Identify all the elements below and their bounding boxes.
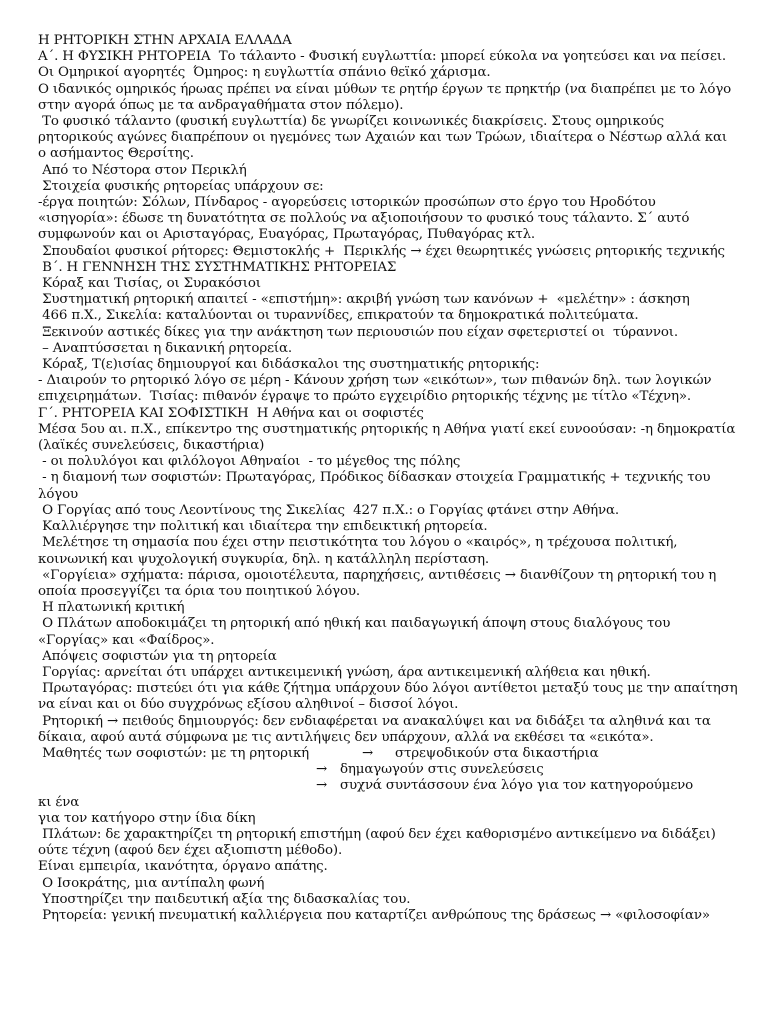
students-row-3 — [38, 778, 738, 794]
students-row-2 — [38, 762, 738, 778]
paragraph: -έργα ποιητών: Σόλων, Πίνδαρος - αγορεύσεις ιστορικών προσώπων στο έργο του Ηροδότου «ισηγορία»: έδωσε τη δυνατότητα σε πολλούς να αξιοποιήσουν το φυσικό τους τάλαντο. Σ΄ αυτό συμφωνούν και οι Αρισταγόρας, Ευαγόρας, Πρωταγόρας, Πυθαγόρας κτλ. — [38, 195, 694, 243]
paragraph: Συστηματική ρητορική απαιτεί - «επιστήμη»: ακριβή γνώση των κανόνων + «μελέτην» : άσκηση — [38, 292, 690, 308]
document-body — [38, 33, 742, 924]
paragraph: Κόραξ, Τ(ε)ισίας δημιουργοί και διδάσκαλοι της συστηματικής ρητορικής: — [38, 357, 540, 373]
students-label: Μαθητές των σοφιστών: με τη ρητορική — [38, 745, 310, 761]
paragraph: - οι πολυλόγοι και φιλόλογοι Αθηναίοι - το μέγεθος της πόλης — [38, 454, 461, 470]
document-title: Η ΡΗΤΟΡΙΚΗ ΣΤΗΝ ΑΡΧΑΙΑ ΕΛΛΑΔΑ — [38, 33, 292, 48]
paragraph: Ο ιδανικός ομηρικός ήρωας πρέπει να είναι μύθων τε ρητήρ έργων τε πρηκτήρ (να διαπρέπει με το λόγο στην αγορά όπως με τα ανδραγαθήματα στον πόλεμο). — [38, 81, 736, 113]
paragraph: για τον κατήγορο στην ίδια δίκη — [38, 810, 256, 826]
paragraph: Οι Ομηρικοί αγορητές Όμηρος: η ευγλωττία σπάνιο θεϊκό χάρισμα. — [38, 65, 491, 81]
paragraph: Μέσα 5ου αι. π.Χ., επίκεντρο της συστηματικής ρητορικής η Αθήνα γιατί εκεί ευνοούσαν: -η δημοκρατία (λαϊκές συνελεύσεις, δικαστήρια) — [38, 421, 740, 454]
paragraph: κι ένα — [38, 794, 80, 810]
paragraph: Ρητορική → πειθούς δημιουργός: δεν ενδιαφέρεται να ανακαλύψει και να διδάξει τα αληθινά και τα δίκαια, αφού αυτά σύμφωνα με τις αντιλήψεις δεν υπάρχουν, αλλά να εκθέσει τα «εικότα». — [38, 713, 715, 745]
paragraph: Το φυσικό τάλαντο (φυσική ευγλωττία) δε γνωρίζει κοινωνικές διακρίσεις. Στους ομηρικούς ρητορικούς αγώνες διαπρέπουν οι ηγεμόνες των Αχαιών και των Τρώων, ιδιαίτερα ο Νέστωρ αλλά και ο ασήμαντος Θερσίτης. — [38, 114, 732, 162]
section-b-heading: Β΄. Η ΓΕΝΝΗΣΗ ΤΗΣ ΣΥΣΤΗΜΑΤΙΚΗΣ ΡΗΤΟΡΕΙΑΣ — [38, 259, 397, 275]
paragraph: Γοργίας: αρνείται ότι υπάρχει αντικειμενική γνώση, άρα αντικειμενική αλήθεια και ηθική. — [38, 664, 651, 680]
paragraph: Πλάτων: δε χαρακτηρίζει τη ρητορική επιστήμη (αφού δεν έχει καθορισμένο αντικείμενο να διδάξει) ούτε τέχνη (αφού δεν έχει αξιοπιστη μέθοδο). — [38, 826, 720, 859]
arrow-icon: → — [362, 745, 374, 761]
students-item: στρεψοδικούν στα δικαστήρια — [395, 745, 599, 761]
subheading: Απόψεις σοφιστών για τη ρητορεία — [38, 648, 277, 664]
arrow-icon: → — [316, 778, 328, 794]
paragraph: 466 π.Χ., Σικελία: καταλύονται οι τυραννίδες, επικρατούν τα δημοκρατικά πολιτεύματα. — [38, 308, 639, 324]
paragraph: «Γοργίεια» σχήματα: πάρισα, ομοιοτέλευτα, παρηχήσεις, αντιθέσεις → διανθίζουν τη ρητορική του η οποία προσεγγίζει τα όρια του ποιητικού λόγου. — [38, 567, 721, 599]
paragraph: Μελέτησε τη σημασία που έχει στην πειστικότητα του λόγου ο «καιρός», η τρέχουσα πολιτική, κοινωνική και ψυχολογική συγκυρία, δηλ. η κατάλληλη περίσταση. — [38, 535, 682, 567]
paragraph: Υποστηρίζει την παιδευτική αξία της διδασκαλίας του. — [38, 891, 411, 907]
paragraph: Ξεκινούν αστικές δίκες για την ανάκτηση των περιουσιών που είχαν σφετεριστεί οι τύραννοι. — [38, 324, 678, 340]
students-item: συχνά συντάσσουν ένα λόγο για τον κατηγορούμενο — [340, 778, 694, 794]
subheading: Κόραξ και Τισίας, οι Συρακόσιοι — [38, 276, 261, 292]
paragraph: Ο Γοργίας από τους Λεοντίνους της Σικελίας 427 π.Χ.: ο Γοργίας φτάνει στην Αθήνα. — [38, 502, 620, 518]
paragraph: Στοιχεία φυσικής ρητορείας υπάρχουν σε: — [38, 178, 324, 194]
section-c-heading: Γ΄. ΡΗΤΟΡΕΙΑ ΚΑΙ ΣΟΦΙΣΤΙΚΗ Η Αθήνα και οι σοφιστές — [38, 405, 424, 421]
section-a-heading: Α΄. Η ΦΥΣΙΚΗ ΡΗΤΟΡΕΙΑ Το τάλαντο - Φυσική ευγλωττία: μπορεί εύκολα να γοητεύσει και να πείσει. — [38, 49, 727, 65]
paragraph: Ο Πλάτων αποδοκιμάζει τη ρητορική από ηθική και παιδαγωγική άποψη στους διαλόγους του «Γοργίας» και «Φαίδρος». — [38, 616, 675, 648]
paragraph: Σπουδαίοι φυσικοί ρήτορες: Θεμιστοκλής + Περικλής → έχει θεωρητικές γνώσεις ρητορικής τεχνικής — [38, 243, 725, 259]
paragraph: Πρωταγόρας: πιστεύει ότι για κάθε ζήτημα υπάρχουν δύο λόγοι αντίθετοι μεταξύ τους με την απαίτηση να είναι και οι δύο συγχρόνως εξίσου αληθινοί – δισσοί λόγοι. — [38, 681, 742, 713]
students-row-1 — [38, 746, 738, 762]
arrow-icon: → — [316, 762, 328, 778]
paragraph: - Διαιρούν το ρητορικό λόγο σε μέρη - Κάνουν χρήση των «εικότων», των πιθανών δηλ. των λογικών επιχειρημάτων. Τισίας: πιθανόν έγραψε το πρώτο εγχειρίδιο ρητορικής τέχνης με τίτλο «Τέχνη». — [38, 373, 716, 405]
paragraph: Καλλιέργησε την πολιτική και ιδιαίτερα την επιδεικτική ρητορεία. — [38, 519, 488, 535]
students-item: δημαγωγούν στις συνελεύσεις — [340, 762, 544, 778]
subheading: Ο Ισοκράτης, μια αντίπαλη φωνή — [38, 875, 265, 891]
paragraph: - η διαμονή των σοφιστών: Πρωταγόρας, Πρόδικος δίδασκαν στοιχεία Γραμματικής + τεχνικής του λόγου — [38, 470, 715, 502]
paragraph: Ρητορεία: γενική πνευματική καλλιέργεια που καταρτίζει ανθρώπους της δράσεως → «φιλοσοφίαν» — [38, 907, 710, 923]
paragraph: – Αναπτύσσεται η δικανική ρητορεία. — [38, 340, 292, 356]
paragraph: Είναι εμπειρία, ικανότητα, όργανο απάτης. — [38, 859, 328, 875]
subheading: Από το Νέστορα στον Περικλή — [38, 162, 247, 178]
subheading: Η πλατωνική κριτική — [38, 600, 185, 616]
